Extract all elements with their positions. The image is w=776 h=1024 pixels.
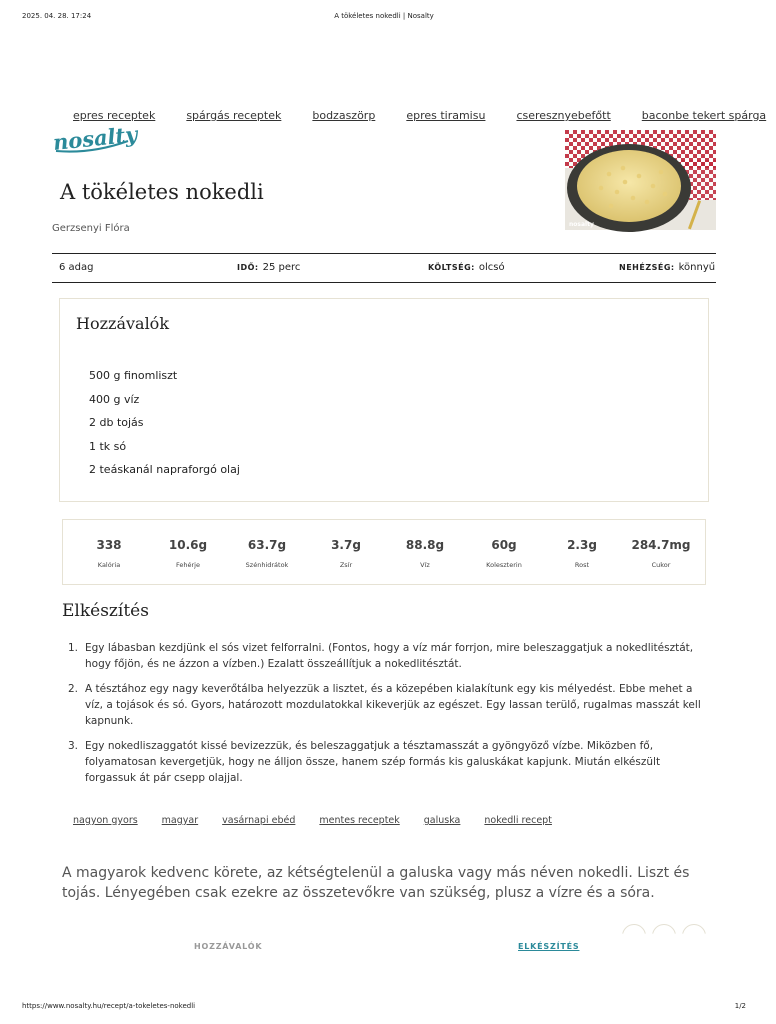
step-number: 3. <box>68 740 79 752</box>
nutrition-label: Víz <box>420 561 430 569</box>
nutrition-label: Cukor <box>651 561 671 569</box>
nutrition-value: 60g <box>491 538 517 552</box>
step-text: Egy nokedliszaggatót kissé bevizezzük, és beleszaggatjuk a tésztamasszát a gyöngyöző vízbe. Miközben fő, folyamatosan kevergetjük, hogy ne álljon össze, hanem szép formás kis galuskákat kapjunk. Miután elkészült forgassuk át pár csepp olajjal. <box>85 740 661 784</box>
cost-value: olcsó <box>478 262 505 273</box>
method-step <box>68 738 708 786</box>
nutrition-value: 338 <box>96 538 122 552</box>
nav-link[interactable]: baconbe tekert spárga <box>641 109 767 122</box>
method-title: Elkészítés <box>62 601 149 621</box>
nutrition-label: Koleszterin <box>486 561 522 569</box>
prep-time-value: 25 perc <box>262 262 301 273</box>
nutrition-box <box>62 519 706 585</box>
nutrition-label: Fehérje <box>176 561 200 569</box>
ingredient-item: 1 tk só <box>89 439 127 453</box>
step-number: 1. <box>68 642 79 654</box>
tab-method[interactable]: ELKÉSZÍTÉS <box>518 942 580 951</box>
nutrition-value: 63.7g <box>247 538 287 552</box>
ingredients-title: Hozzávalók <box>76 314 170 333</box>
step-text: A tésztához egy nagy keverőtálba helyezzük a lisztet, és a közepében kialakítunk egy kis mélyedést. Ebbe mehet a víz, a tojások és só. Gyors, határozott mozdulatokkal kikeverjük az egészet. Egy lassan terülő, rugalmas masszát kell kapnunk. <box>85 683 701 727</box>
nutrition-value: 3.7g <box>331 538 361 552</box>
nutrition-value: 88.8g <box>405 538 445 552</box>
print-page-number: 1/2 <box>734 1002 746 1010</box>
servings: 6 adag <box>59 262 94 273</box>
difficulty-value: könnyű <box>678 262 716 273</box>
photo-watermark: nosalty <box>569 221 594 228</box>
tag-link[interactable]: magyar <box>161 815 199 826</box>
ingredients-list <box>89 369 240 487</box>
method-step <box>68 681 708 729</box>
share-circle-icon[interactable] <box>682 924 706 948</box>
nav-link[interactable]: bodzaszörp <box>312 109 376 122</box>
tag-list <box>52 815 716 826</box>
cost-label: KÖLTSÉG: <box>428 263 475 272</box>
nav-link[interactable]: epres receptek <box>73 109 156 122</box>
recipe-intro: A magyarok kedvenc körete, az kétségtelenül a galuska vagy más néven nokedli. Liszt és tojás. Lényegében csak ezekre az összetevőkre van szükség, plusz a vízre és a sóra. <box>62 865 690 901</box>
nutrition-label: Kalória <box>97 561 121 569</box>
logo-text: nosalty <box>51 121 139 156</box>
recipe-photo <box>565 130 716 230</box>
step-number: 2. <box>68 683 79 695</box>
tag-link[interactable]: mentes receptek <box>319 815 400 826</box>
nutrition-value: 10.6g <box>168 538 208 552</box>
print-doc-title: A tökéletes nokedli | Nosalty <box>334 12 434 20</box>
method-step <box>68 640 708 672</box>
nosalty-logo[interactable] <box>51 121 139 156</box>
recipe-title: A tökéletes nokedli <box>60 180 264 204</box>
tab-ingredients[interactable]: HOZZÁVALÓK <box>194 942 263 951</box>
top-nav <box>52 104 767 122</box>
nutrition-label: Szénhidrátok <box>245 561 289 569</box>
tag-link[interactable]: nokedli recept <box>484 815 552 826</box>
difficulty-label: NEHÉZSÉG: <box>619 263 675 272</box>
tag-link[interactable]: galuska <box>423 815 461 826</box>
nav-link[interactable]: cseresznyebefőtt <box>516 109 611 122</box>
ingredients-box <box>59 298 709 502</box>
nutrition-label: Zsír <box>339 561 353 569</box>
method-steps <box>68 640 708 795</box>
prep-time-label: IDŐ: <box>237 263 259 272</box>
nutrition-value: 284.7mg <box>631 538 691 552</box>
prep-time <box>237 262 300 273</box>
share-circle-icon[interactable] <box>622 924 646 948</box>
difficulty <box>619 262 715 273</box>
ingredient-item: 400 g víz <box>89 392 140 406</box>
nav-link[interactable]: epres tiramisu <box>406 109 486 122</box>
ingredient-item: 2 teáskanál napraforgó olaj <box>89 463 240 476</box>
print-datetime: 2025. 04. 28. 17:24 <box>22 12 92 20</box>
recipe-author[interactable]: Gerzsenyi Flóra <box>52 223 130 234</box>
tag-link[interactable]: nagyon gyors <box>73 815 138 826</box>
recipe-meta-bar <box>52 253 716 283</box>
ingredient-item: 2 db tojás <box>89 416 144 429</box>
tag-link[interactable]: vasárnapi ebéd <box>222 815 296 826</box>
nutrition-label: Rost <box>574 561 590 569</box>
nutrition-value: 2.3g <box>567 538 597 552</box>
cost <box>428 262 505 273</box>
nav-link[interactable]: spárgás receptek <box>186 109 282 122</box>
step-text: Egy lábasban kezdjünk el sós vizet felforralni. (Fontos, hogy a víz már forrjon, mire beleszaggatjuk a nokedlitésztát, hogy főjön, és ne ázzon a vízben.) Ezalatt összeállítjuk a nokedlitésztát. <box>85 642 694 670</box>
share-circle-icon[interactable] <box>652 924 676 948</box>
ingredient-item: 500 g finomliszt <box>89 369 178 382</box>
print-url: https://www.nosalty.hu/recept/a-tokeletes-nokedli <box>22 1002 196 1010</box>
